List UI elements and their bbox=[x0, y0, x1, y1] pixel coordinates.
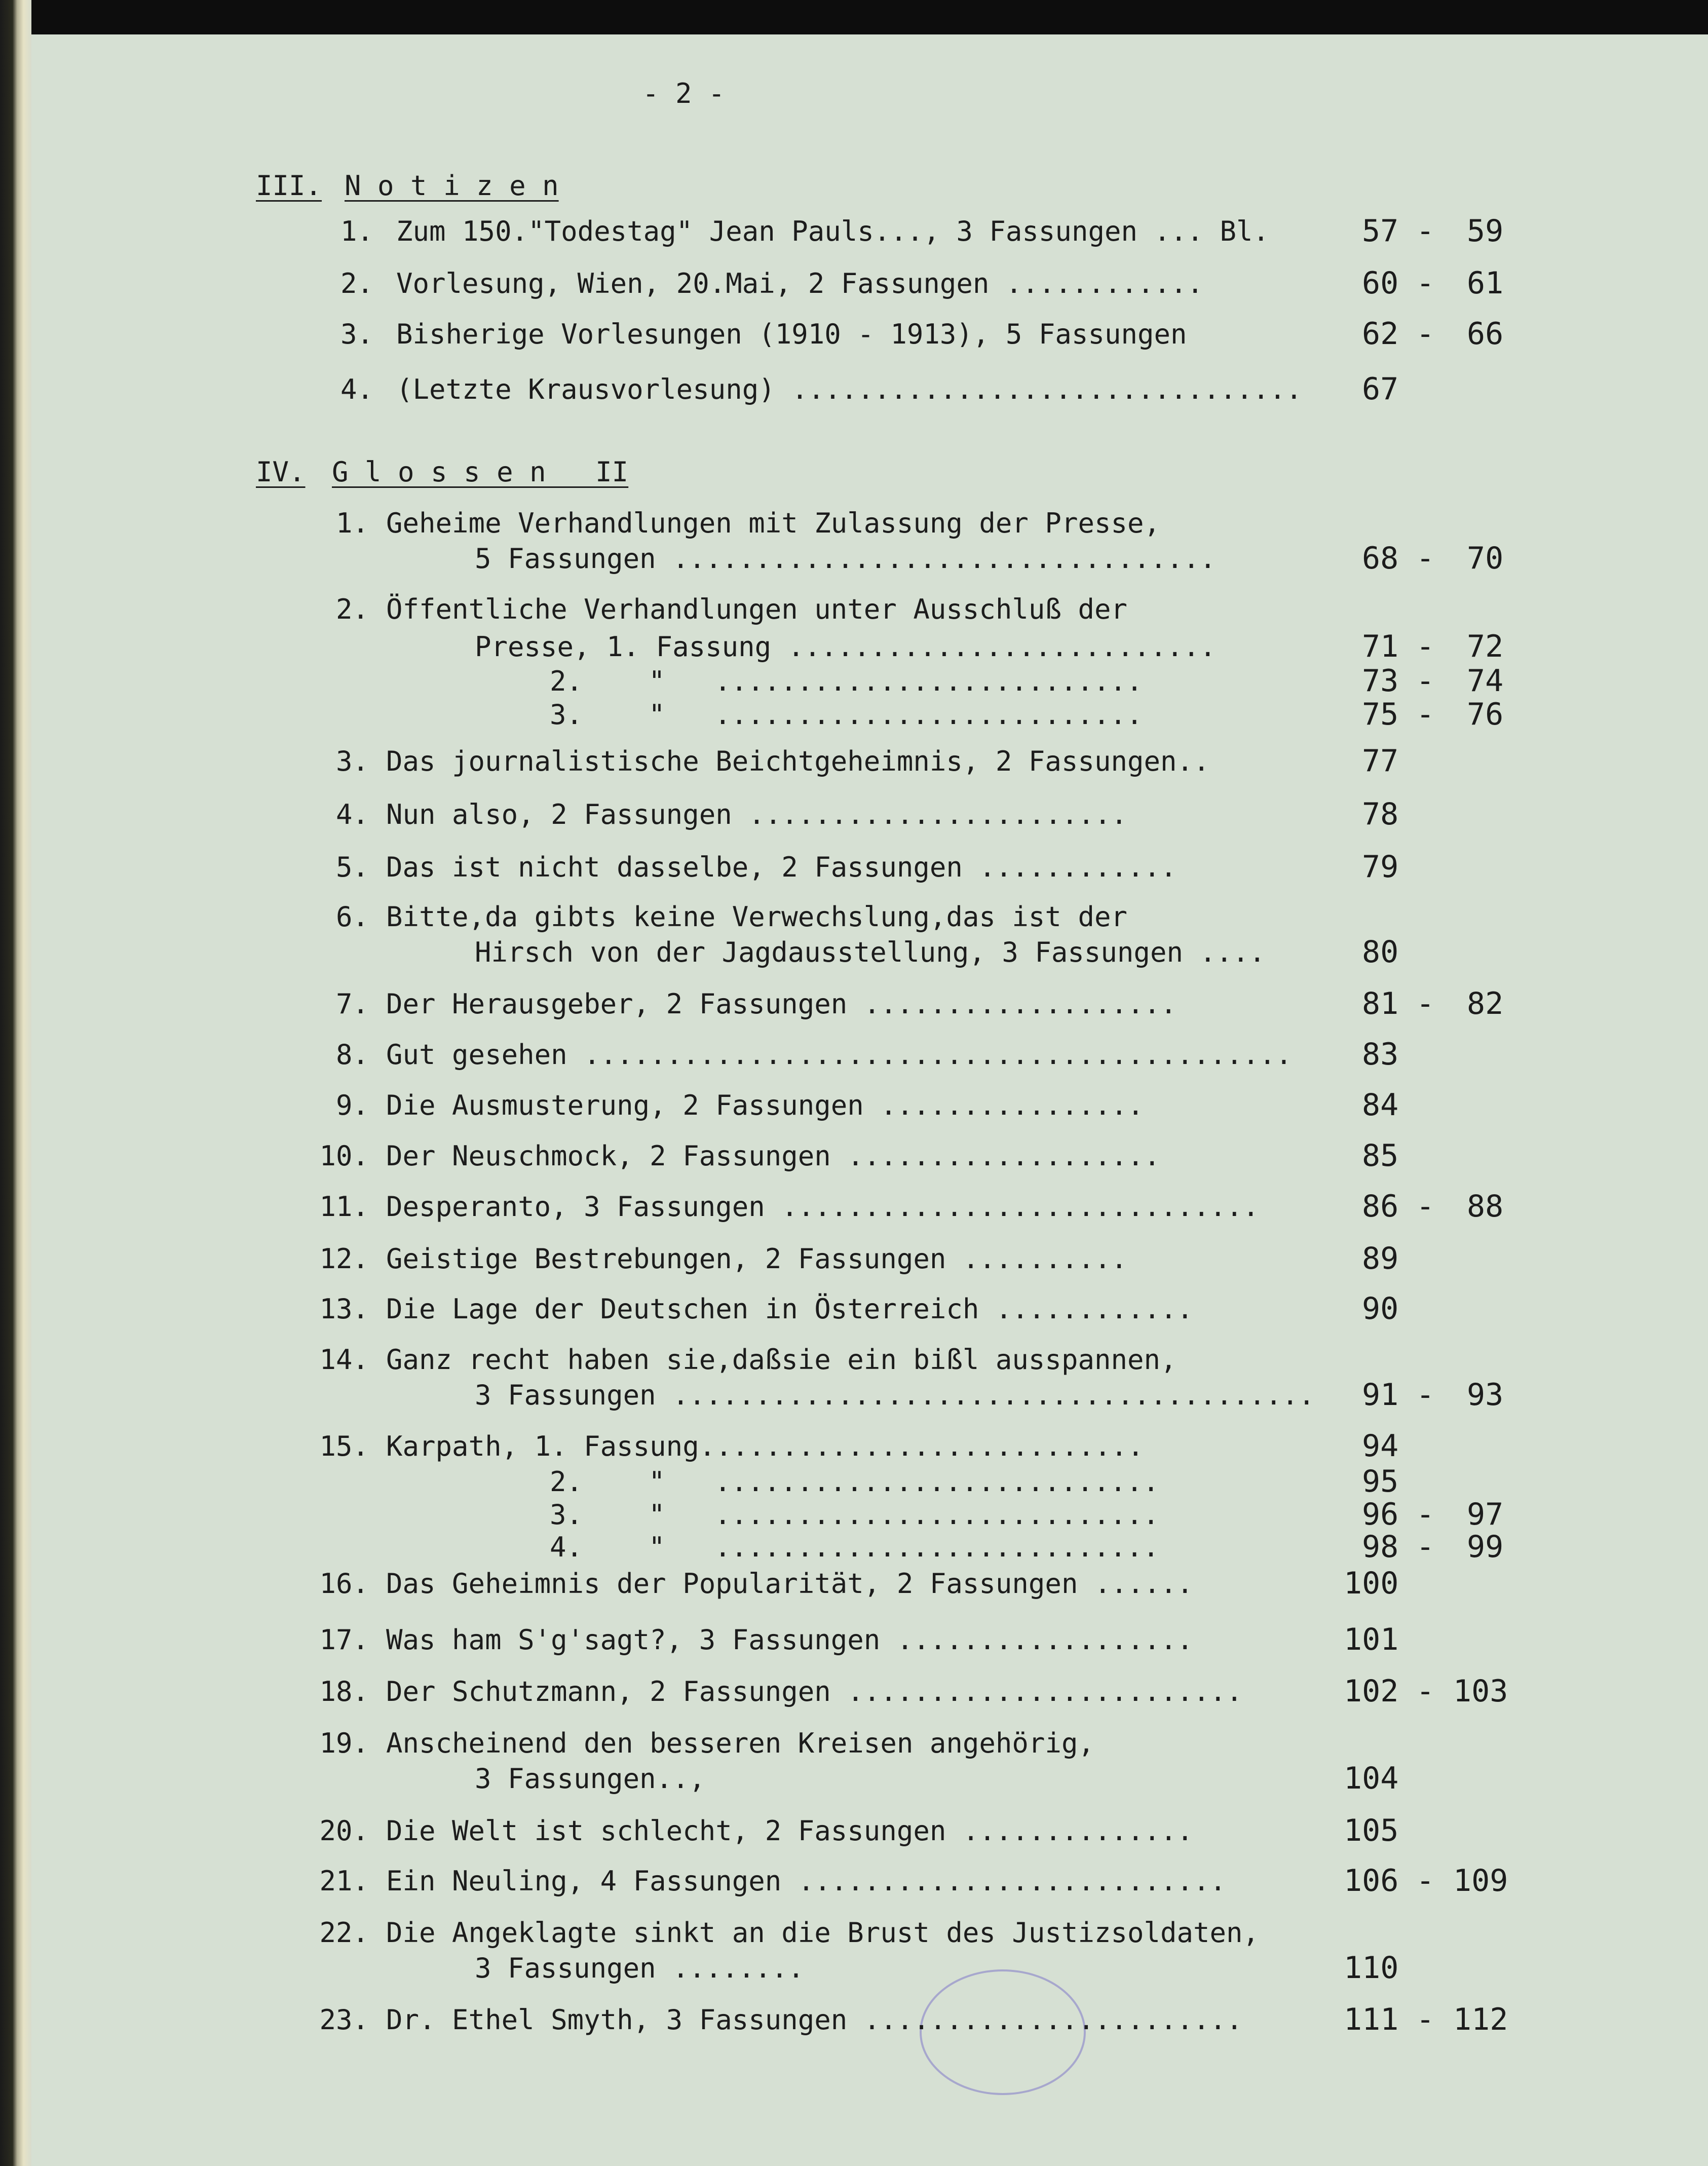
page-ref-start: 85 bbox=[1362, 1138, 1399, 1173]
entry-number: 11. bbox=[319, 1191, 369, 1223]
page-ref-start: 94 bbox=[1362, 1428, 1399, 1464]
entry-title-line: Anscheinend den besseren Kreisen angehörig, bbox=[386, 1727, 1094, 1759]
entry-title-line: 3 Fassungen.., bbox=[475, 1763, 706, 1795]
entry-title-line: 4. " ........................... bbox=[550, 1531, 1159, 1563]
page-ref-end: 66 bbox=[1467, 316, 1504, 352]
page-ref-start: 68 bbox=[1362, 541, 1399, 576]
page-ref-start: 100 bbox=[1344, 1566, 1399, 1601]
page-ref-start: 90 bbox=[1362, 1291, 1399, 1326]
entry-number: 12. bbox=[319, 1243, 369, 1275]
page-ref-start: 104 bbox=[1344, 1761, 1399, 1796]
scan-background bbox=[31, 0, 1708, 34]
entry-title-line: Das journalistische Beichtgeheimnis, 2 Fassungen.. bbox=[386, 745, 1210, 777]
page-ref-start: 78 bbox=[1362, 796, 1399, 832]
entry-title-line: Der Herausgeber, 2 Fassungen ................... bbox=[386, 988, 1177, 1020]
page-ref-start: 98 bbox=[1362, 1529, 1399, 1565]
entry-title-line: 3 Fassungen ....................................... bbox=[475, 1379, 1315, 1411]
page-ref-start: 86 bbox=[1362, 1189, 1399, 1224]
page-ref-end: 97 bbox=[1467, 1497, 1504, 1532]
page-ref-start: 84 bbox=[1362, 1087, 1399, 1123]
entry-number: 20. bbox=[319, 1815, 369, 1847]
page-ref-end: 112 bbox=[1453, 2002, 1508, 2037]
page-ref-start: 102 bbox=[1344, 1674, 1399, 1709]
entry-number: 22. bbox=[319, 1917, 369, 1949]
page-ref-end: 103 bbox=[1453, 1674, 1508, 1709]
entry-title-line: (Letzte Krausvorlesung) ............................... bbox=[396, 373, 1303, 405]
page-ref-start: 62 bbox=[1362, 316, 1399, 352]
entry-title-line: Bisherige Vorlesungen (1910 - 1913), 5 Fassungen bbox=[396, 318, 1187, 350]
entry-title-line: Hirsch von der Jagdausstellung, 3 Fassungen .... bbox=[475, 936, 1266, 968]
entry-title-line: Nun also, 2 Fassungen ....................... bbox=[386, 799, 1127, 830]
entry-title-line: Die Ausmusterung, 2 Fassungen ................ bbox=[386, 1089, 1144, 1121]
entry-title-line: 2. " .......................... bbox=[550, 665, 1143, 697]
entry-number: 14. bbox=[319, 1344, 369, 1376]
entry-title-line: Der Neuschmock, 2 Fassungen ................... bbox=[386, 1140, 1161, 1172]
page-ref-end: 88 bbox=[1467, 1189, 1504, 1224]
page-ref-dash: - bbox=[1416, 1497, 1435, 1532]
page-ref-dash: - bbox=[1416, 986, 1435, 1021]
page-ref-start: 106 bbox=[1344, 1863, 1399, 1898]
page-ref-dash: - bbox=[1416, 541, 1435, 576]
page-ref-dash: - bbox=[1416, 1189, 1435, 1224]
entry-number: 21. bbox=[319, 1865, 369, 1897]
page-ref-start: 91 bbox=[1362, 1377, 1399, 1413]
section-title: G l o s s e n II bbox=[332, 456, 629, 488]
entry-title-line: Das Geheimnis der Popularität, 2 Fassungen ...... bbox=[386, 1568, 1194, 1600]
entry-title-line: Bitte,da gibts keine Verwechslung,das ist der bbox=[386, 901, 1127, 933]
page-ref-start: 57 bbox=[1362, 213, 1399, 249]
entry-title-line: 3. " .......................... bbox=[550, 699, 1143, 731]
page-ref-dash: - bbox=[1416, 213, 1435, 249]
page-ref-start: 79 bbox=[1362, 849, 1399, 885]
page-ref-start: 95 bbox=[1362, 1464, 1399, 1499]
page-ref-start: 105 bbox=[1344, 1813, 1399, 1848]
page-ref-start: 77 bbox=[1362, 743, 1399, 779]
page-ref-end: 109 bbox=[1453, 1863, 1508, 1898]
page-ref-start: 111 bbox=[1344, 2002, 1399, 2037]
entry-title-line: Der Schutzmann, 2 Fassungen ........................ bbox=[386, 1676, 1243, 1707]
section-title: N o t i z e n bbox=[345, 170, 559, 202]
page-ref-start: 89 bbox=[1362, 1241, 1399, 1276]
page-ref-dash: - bbox=[1416, 1674, 1435, 1709]
page-ref-dash: - bbox=[1416, 1863, 1435, 1898]
entry-title-line: 3. " ........................... bbox=[550, 1499, 1159, 1531]
page-ref-dash: - bbox=[1416, 316, 1435, 352]
page-ref-end: 99 bbox=[1467, 1529, 1504, 1565]
entry-title-line: 2. " ........................... bbox=[550, 1466, 1159, 1498]
page-ref-start: 81 bbox=[1362, 986, 1399, 1021]
entry-number: 10. bbox=[319, 1140, 369, 1172]
entry-number: 9. bbox=[336, 1089, 369, 1121]
page-ref-start: 75 bbox=[1362, 697, 1399, 732]
entry-title-line: Karpath, 1. Fassung........................... bbox=[386, 1430, 1144, 1462]
entry-title-line: 3 Fassungen ........ bbox=[475, 1952, 805, 1984]
page-ref-dash: - bbox=[1416, 2002, 1435, 2037]
entry-title-line: Gut gesehen ........................................... bbox=[386, 1039, 1293, 1071]
page-ref-dash: - bbox=[1416, 1377, 1435, 1413]
entry-number: 23. bbox=[319, 2004, 369, 2036]
entry-number: 7. bbox=[336, 988, 369, 1020]
page-ref-start: 80 bbox=[1362, 934, 1399, 970]
page-ref-start: 110 bbox=[1344, 1950, 1399, 1986]
entry-title-line: 5 Fassungen ................................. bbox=[475, 543, 1216, 575]
entry-title-line: Die Welt ist schlecht, 2 Fassungen .............. bbox=[386, 1815, 1194, 1847]
page-ref-dash: - bbox=[1416, 265, 1435, 301]
page-ref-dash: - bbox=[1416, 1529, 1435, 1565]
entry-number: 1. bbox=[336, 507, 369, 539]
entry-title-line: Geheime Verhandlungen mit Zulassung der Presse, bbox=[386, 507, 1161, 539]
entry-number: 15. bbox=[319, 1430, 369, 1462]
page-ref-start: 73 bbox=[1362, 663, 1399, 699]
entry-number: 5. bbox=[336, 851, 369, 883]
entry-title-line: Die Lage der Deutschen in Österreich ............ bbox=[386, 1293, 1194, 1325]
page-ref-start: 71 bbox=[1362, 629, 1399, 664]
page-ref-end: 74 bbox=[1467, 663, 1504, 699]
entry-number: 3. bbox=[340, 318, 374, 350]
page-ref-start: 60 bbox=[1362, 265, 1399, 301]
page-ref-end: 82 bbox=[1467, 986, 1504, 1021]
entry-number: 18. bbox=[319, 1676, 369, 1707]
page-number: - 2 - bbox=[642, 78, 725, 109]
entry-number: 3. bbox=[336, 745, 369, 777]
book-binding-edge bbox=[0, 0, 31, 2166]
page-ref-end: 70 bbox=[1467, 541, 1504, 576]
entry-title-line: Ein Neuling, 4 Fassungen .......................... bbox=[386, 1865, 1227, 1897]
entry-number: 1. bbox=[340, 215, 374, 247]
page-ref-end: 59 bbox=[1467, 213, 1504, 249]
entry-title-line: Desperanto, 3 Fassungen ............................. bbox=[386, 1191, 1260, 1223]
page-ref-dash: - bbox=[1416, 629, 1435, 664]
entry-title-line: Die Angeklagte sinkt an die Brust des Justizsoldaten, bbox=[386, 1917, 1260, 1949]
entry-number: 19. bbox=[319, 1727, 369, 1759]
page-ref-dash: - bbox=[1416, 697, 1435, 732]
page-ref-dash: - bbox=[1416, 663, 1435, 699]
entry-number: 6. bbox=[336, 901, 369, 933]
entry-number: 2. bbox=[340, 268, 374, 299]
page-ref-start: 101 bbox=[1344, 1622, 1399, 1657]
entry-title-line: Ganz recht haben sie,daßsie ein bißl ausspannen, bbox=[386, 1344, 1177, 1376]
entry-number: 17. bbox=[319, 1624, 369, 1656]
entry-number: 2. bbox=[336, 593, 369, 625]
page-ref-end: 93 bbox=[1467, 1377, 1504, 1413]
page-ref-start: 67 bbox=[1362, 371, 1399, 407]
page-ref-end: 61 bbox=[1467, 265, 1504, 301]
page-ref-end: 76 bbox=[1467, 697, 1504, 732]
entry-title-line: Zum 150."Todestag" Jean Pauls..., 3 Fassungen ... Bl. bbox=[396, 215, 1270, 247]
entry-title-line: Öffentliche Verhandlungen unter Ausschluß der bbox=[386, 593, 1127, 625]
entry-number: 4. bbox=[336, 799, 369, 830]
entry-number: 16. bbox=[319, 1568, 369, 1600]
page-ref-start: 83 bbox=[1362, 1037, 1399, 1072]
entry-number: 13. bbox=[319, 1293, 369, 1325]
section-numeral: III. bbox=[256, 170, 322, 202]
entry-title-line: Dr. Ethel Smyth, 3 Fassungen ....................... bbox=[386, 2004, 1243, 2036]
entry-title-line: Das ist nicht dasselbe, 2 Fassungen ............ bbox=[386, 851, 1177, 883]
entry-number: 4. bbox=[340, 373, 374, 405]
entry-title-line: Was ham S'g'sagt?, 3 Fassungen .................. bbox=[386, 1624, 1194, 1656]
entry-number: 8. bbox=[336, 1039, 369, 1071]
section-numeral: IV. bbox=[256, 456, 306, 488]
entry-title-line: Presse, 1. Fassung .......................... bbox=[475, 631, 1216, 663]
entry-title-line: Vorlesung, Wien, 20.Mai, 2 Fassungen ............ bbox=[396, 268, 1204, 299]
page-ref-start: 96 bbox=[1362, 1497, 1399, 1532]
page-ref-end: 72 bbox=[1467, 629, 1504, 664]
entry-title-line: Geistige Bestrebungen, 2 Fassungen .......... bbox=[386, 1243, 1127, 1275]
